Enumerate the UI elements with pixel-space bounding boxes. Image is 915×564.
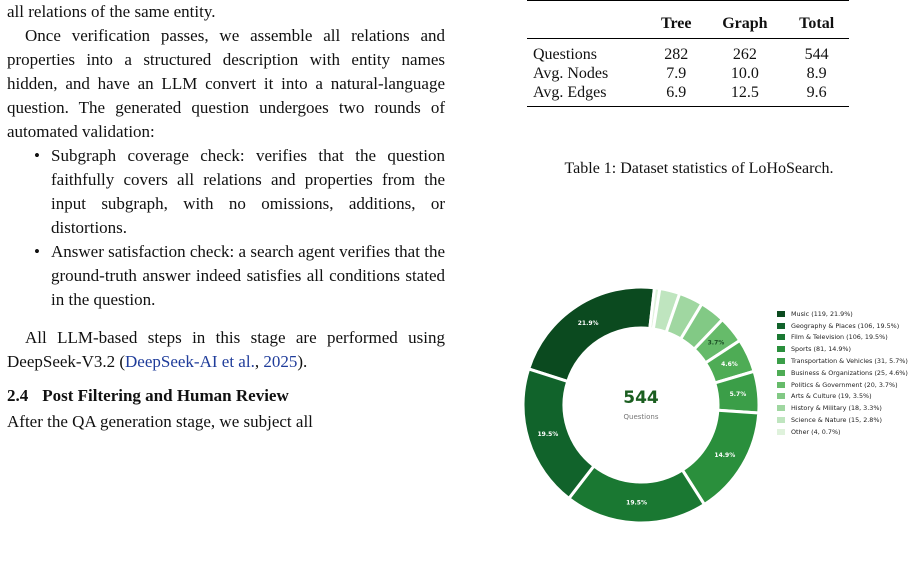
legend-label: Sports (81, 14.9%) bbox=[791, 345, 851, 354]
chart-legend bbox=[777, 308, 908, 438]
table-header bbox=[527, 1, 647, 39]
legend-item bbox=[777, 414, 908, 426]
legend-label: Geography & Places (106, 19.5%) bbox=[791, 321, 900, 330]
legend-item bbox=[777, 391, 908, 403]
section-title: Post Filtering and Human Review bbox=[42, 386, 289, 405]
table-header-row bbox=[527, 1, 849, 39]
legend-item bbox=[777, 379, 908, 391]
table-cell: 10.0 bbox=[730, 65, 759, 82]
legend-label: History & Military (18, 3.3%) bbox=[791, 404, 882, 413]
paragraph-text: All LLM-based steps in this stage are performed using DeepSeek-V3.2 ( bbox=[7, 328, 445, 371]
table-header: Total bbox=[799, 15, 835, 32]
legend-swatch bbox=[777, 358, 785, 364]
slice-percent-label: 21.9% bbox=[577, 320, 599, 328]
donut-slice bbox=[529, 287, 655, 381]
legend-label: Transportation & Vehicles (31, 5.7%) bbox=[791, 357, 908, 366]
legend-swatch bbox=[777, 393, 785, 399]
legend-swatch bbox=[777, 417, 785, 423]
citation-year-link[interactable]: 2025 bbox=[263, 352, 298, 371]
bullet-answer-satisfaction bbox=[7, 240, 445, 312]
table-cell: Questions bbox=[533, 46, 597, 63]
legend-label: Film & Television (106, 19.5%) bbox=[791, 333, 888, 342]
legend-item bbox=[777, 426, 908, 438]
legend-swatch bbox=[777, 405, 785, 411]
legend-item bbox=[777, 343, 908, 355]
legend-label: Arts & Culture (19, 3.5%) bbox=[791, 392, 872, 401]
citation-separator: , bbox=[254, 352, 264, 371]
table-cell: 262 bbox=[732, 46, 757, 63]
slice-percent-label: 19.5% bbox=[626, 499, 648, 507]
legend-label: Music (119, 21.9%) bbox=[791, 309, 853, 318]
paragraph-llm-steps bbox=[7, 326, 445, 374]
legend-swatch bbox=[777, 311, 785, 317]
donut-slice bbox=[523, 369, 594, 499]
legend-item bbox=[777, 355, 908, 367]
legend-item bbox=[777, 402, 908, 414]
slice-percent-label: 5.7% bbox=[729, 391, 747, 399]
table-row bbox=[527, 83, 849, 107]
citation-link[interactable] bbox=[125, 352, 255, 371]
legend-item bbox=[777, 308, 908, 320]
citation-author: DeepSeek-AI et al. bbox=[125, 352, 255, 371]
table-cell: 9.6 bbox=[806, 84, 827, 101]
donut-center-value: 544 bbox=[623, 388, 659, 408]
dataset-stats-table bbox=[527, 0, 849, 107]
table-cell: 544 bbox=[804, 46, 829, 63]
table-caption: Table 1: Dataset statistics of LoHoSearch. bbox=[564, 160, 834, 177]
table-row bbox=[527, 39, 849, 65]
legend-label: Other (4, 0.7%) bbox=[791, 427, 841, 436]
donut-chart bbox=[505, 250, 775, 550]
section-heading bbox=[7, 384, 445, 408]
slice-percent-label: 14.9% bbox=[714, 451, 736, 459]
bullet-symbol: • bbox=[34, 146, 40, 165]
paragraph-post-filtering: After the QA generation stage, we subject all bbox=[7, 412, 313, 431]
legend-swatch bbox=[777, 370, 785, 376]
slice-percent-label: 3.7% bbox=[707, 339, 725, 347]
paragraph-text: ). bbox=[297, 352, 308, 371]
legend-label: Science & Nature (15, 2.8%) bbox=[791, 416, 882, 425]
table-cell: Avg. Nodes bbox=[533, 65, 609, 82]
donut-center-label: Questions bbox=[623, 413, 659, 421]
table-header: Graph bbox=[722, 15, 768, 32]
legend-item bbox=[777, 332, 908, 344]
legend-swatch bbox=[777, 346, 785, 352]
body-text-column bbox=[7, 0, 445, 434]
legend-swatch bbox=[777, 429, 785, 435]
legend-swatch bbox=[777, 382, 785, 388]
legend-item bbox=[777, 367, 908, 379]
table-header: Tree bbox=[660, 15, 692, 32]
bullet-text: Subgraph coverage check: verifies that the question faithfully covers all relations and properties from the input subgraph, with no omissions, additions, or distortions. bbox=[51, 146, 445, 237]
paragraph-verification: Once verification passes, we assemble all relations and properties into a structured description with entity names hidden, and have an LLM convert it into a natural-language question. The generated question undergoes two rounds of automated validation: bbox=[7, 26, 445, 141]
bullet-symbol: • bbox=[34, 242, 40, 261]
table-cell: 8.9 bbox=[806, 65, 827, 82]
table-cell: 7.9 bbox=[666, 65, 687, 82]
legend-label: Business & Organizations (25, 4.6%) bbox=[791, 368, 908, 377]
table-cell: 12.5 bbox=[730, 84, 759, 101]
table-cell: 6.9 bbox=[666, 84, 687, 101]
bullet-text: Answer satisfaction check: a search agent verifies that the ground-truth answer indeed satisfies all conditions stated in the question. bbox=[51, 242, 445, 309]
legend-swatch bbox=[777, 323, 785, 329]
legend-label: Politics & Government (20, 3.7%) bbox=[791, 380, 898, 389]
table-cell: Avg. Edges bbox=[533, 84, 607, 101]
legend-swatch bbox=[777, 334, 785, 340]
dataset-stats-table-wrap bbox=[527, 0, 847, 107]
paragraph-fragment: all relations of the same entity. bbox=[7, 2, 216, 21]
bullet-subgraph-coverage bbox=[7, 144, 445, 240]
legend-item bbox=[777, 320, 908, 332]
table-cell: 282 bbox=[664, 46, 689, 63]
slice-percent-label: 4.6% bbox=[721, 360, 738, 368]
slice-percent-label: 19.5% bbox=[537, 430, 559, 438]
table-row bbox=[527, 64, 849, 83]
section-number: 2.4 bbox=[7, 386, 29, 405]
